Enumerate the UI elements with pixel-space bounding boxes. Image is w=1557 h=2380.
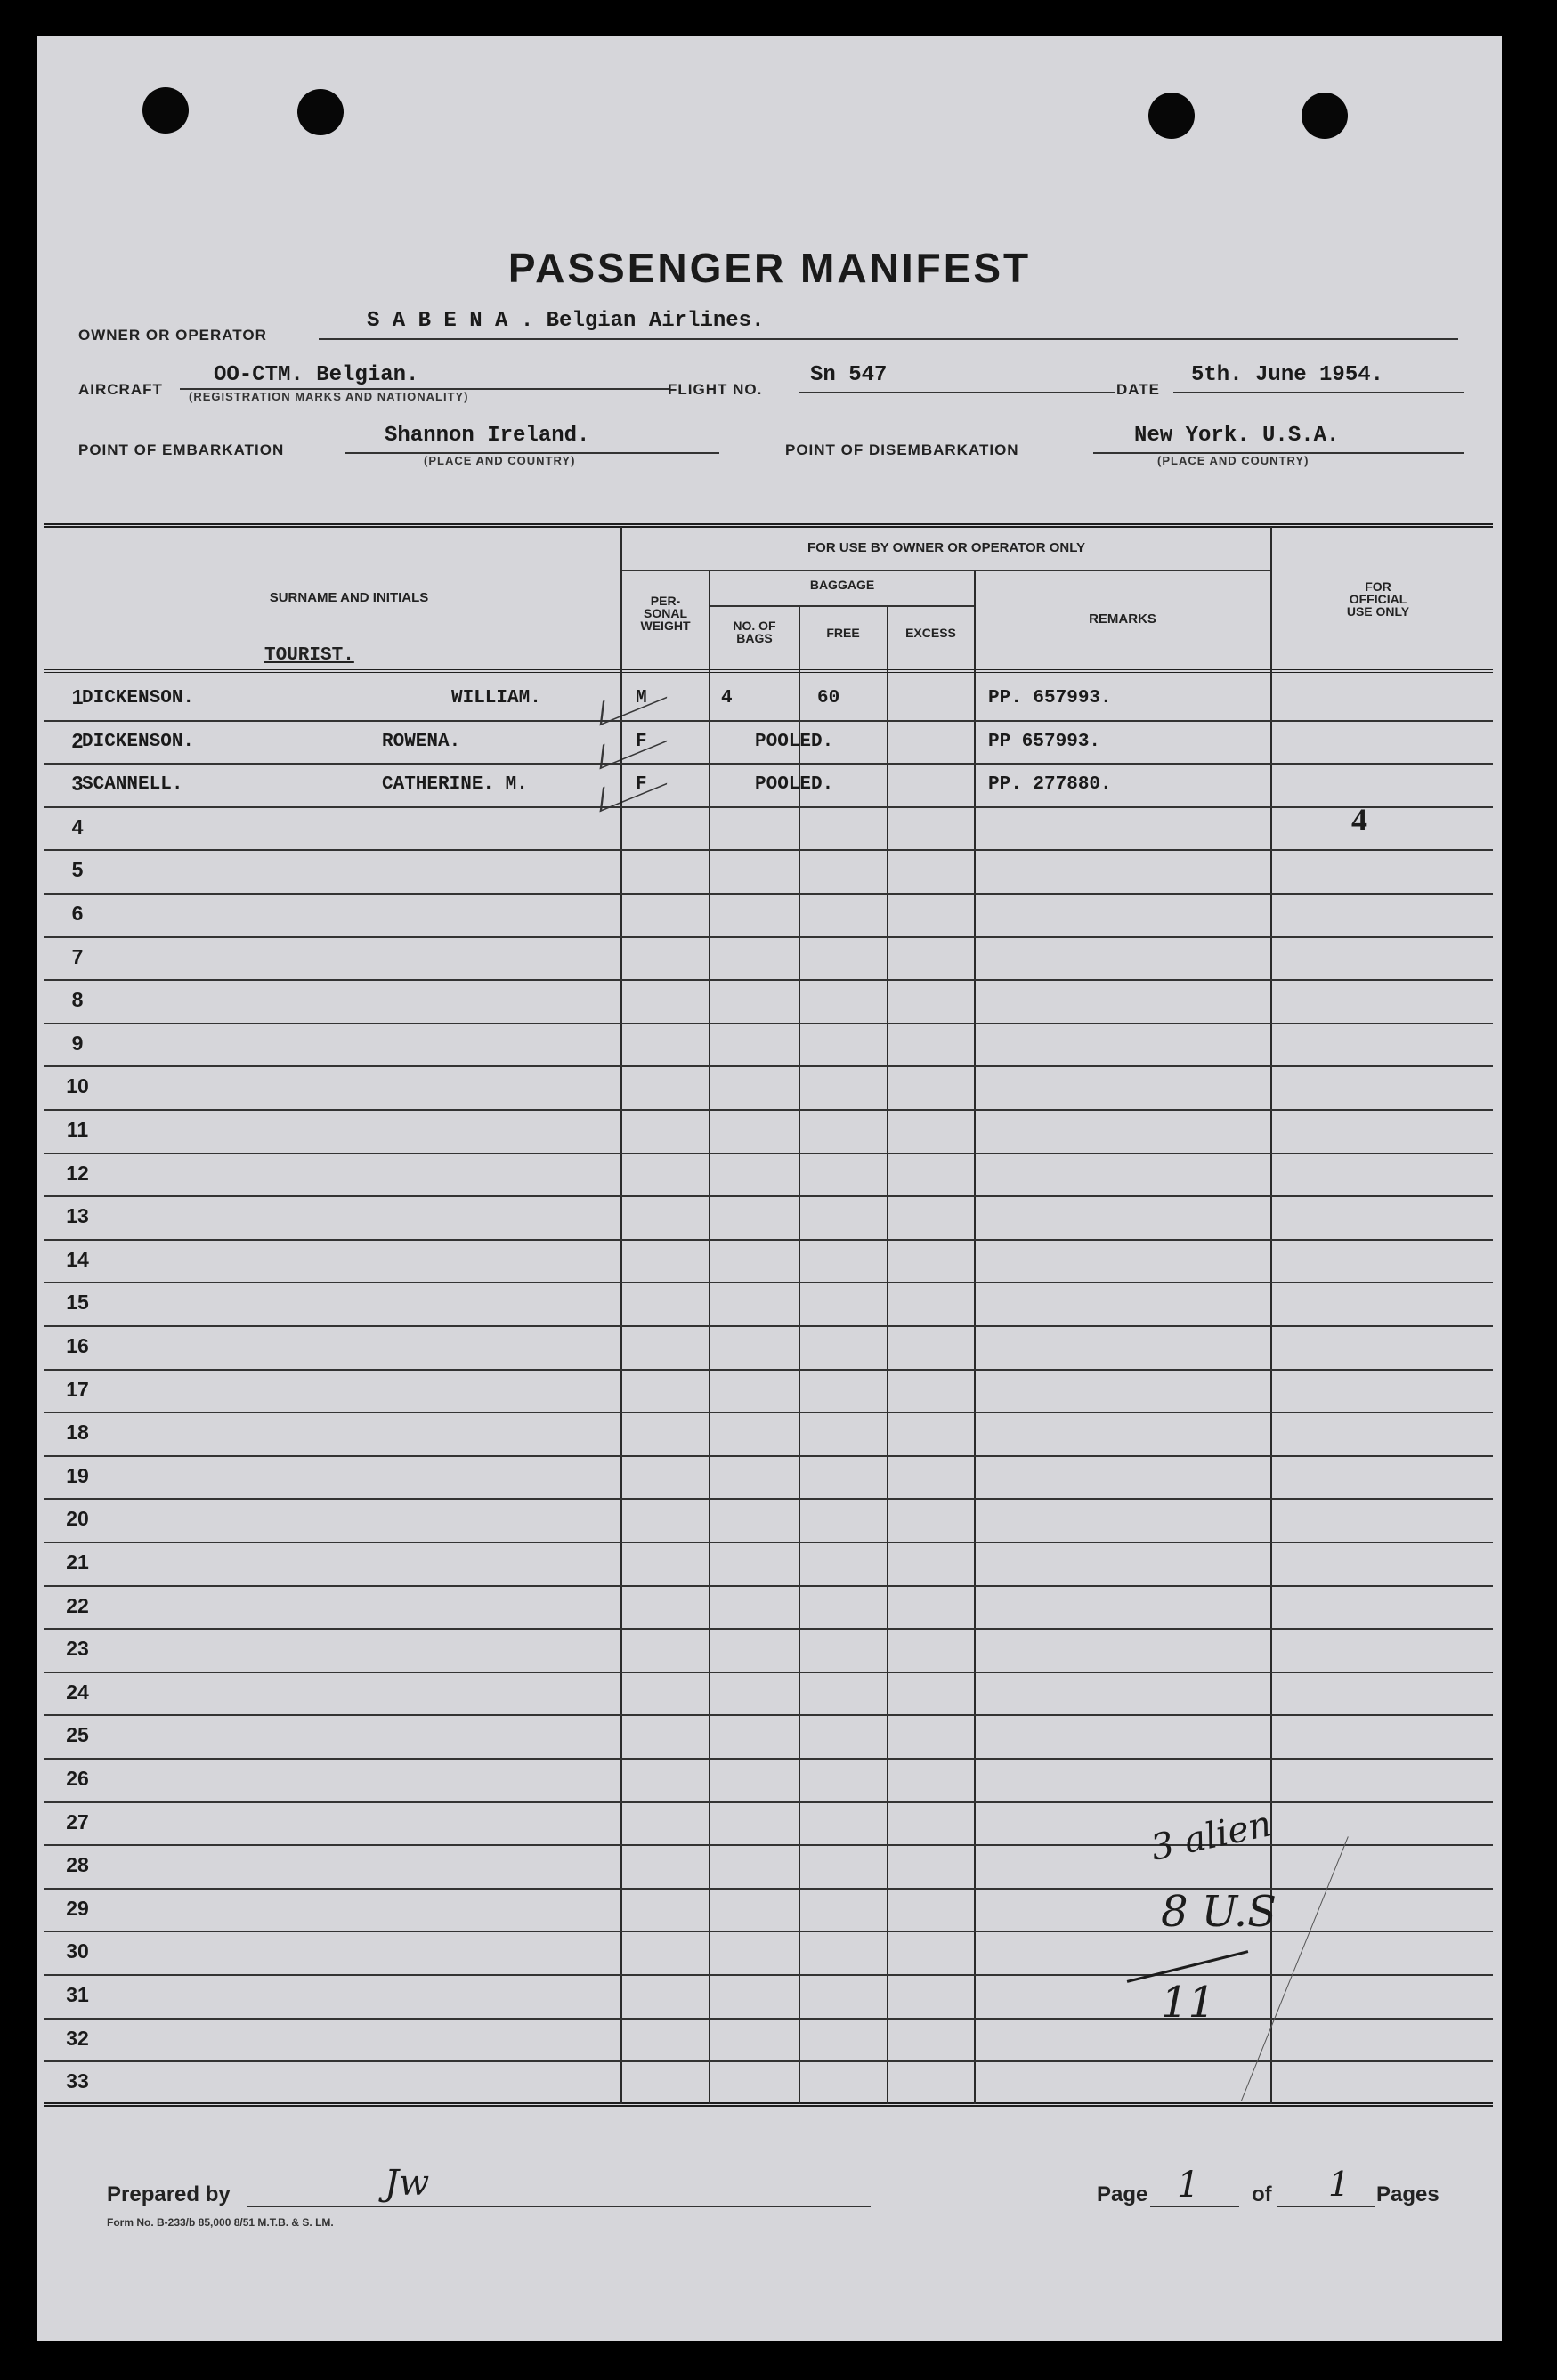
row-number: 9 [71,1031,84,1055]
bag-count: 4 [721,688,733,708]
row-number: 18 [66,1421,89,1445]
row-rule [44,1109,1493,1111]
aircraft-sub: (REGISTRATION MARKS AND NATIONALITY) [189,390,469,403]
row-number: 28 [66,1853,89,1877]
row-rule [44,1542,1493,1543]
passenger-sex: F [636,774,647,796]
surname-header: SURNAME AND INITIALS [269,590,429,605]
us-tally: 8 U.S [1161,1887,1277,1937]
date-label: DATE [1116,381,1161,398]
row-rule [44,849,1493,851]
total-tally: 11 [1161,1978,1216,2028]
row-number: 21 [66,1550,89,1574]
row-rule [44,1758,1493,1760]
row-rule [44,1585,1493,1587]
aircraft-label: AIRCRAFT [78,381,163,398]
check-mark [600,674,670,726]
row-number: 15 [66,1291,89,1315]
page-label: Page [1097,2182,1148,2206]
passenger-sex: M [636,688,647,708]
punch-hole [142,87,189,134]
row-number: 26 [66,1767,89,1790]
baggage-header: BAGGAGE [809,578,875,592]
flight-label: FLIGHT NO. [668,381,763,398]
row-rule [44,979,1493,981]
manifest-sheet [37,36,1502,2341]
row-rule [44,1628,1493,1630]
disembark-label: POINT OF DISEMBARKATION [785,441,1019,458]
date-value: 5th. June 1954. [1191,363,1384,387]
check-mark [600,716,670,769]
row-rule [44,1844,1493,1846]
of-underline [1277,2206,1375,2207]
punch-hole [1148,93,1195,139]
prepared-underline [247,2206,871,2207]
punch-hole [297,89,344,135]
baggage-pooled: POOLED. [755,774,834,796]
row-number: 17 [66,1377,89,1401]
passenger-remarks: PP. 277880. [988,774,1112,796]
disembark-value: New York. U.S.A. [1134,424,1340,448]
row-rule [44,1672,1493,1673]
row-number: 19 [66,1463,89,1487]
row-rule [44,1239,1493,1241]
bags-header: NO. OF BAGS [733,619,776,645]
disembark-sub: (PLACE AND COUNTRY) [1157,454,1310,467]
row-number: 25 [66,1723,89,1747]
flight-value: Sn 547 [810,363,888,387]
row-number: 12 [66,1161,89,1185]
passenger-sex: F [636,731,647,752]
column-divider [709,571,710,2104]
row-number: 16 [66,1334,89,1357]
column-divider [974,571,976,2104]
row-number: 30 [66,1939,89,1963]
embark-label: POINT OF EMBARKATION [78,441,285,458]
table-header-border [44,669,1493,673]
prepared-label: Prepared by [107,2182,231,2206]
row-number: 31 [66,1983,89,2006]
row-rule [44,1023,1493,1024]
row-number: 14 [66,1247,89,1271]
row-rule [44,806,1493,808]
free-baggage: 60 [817,688,840,708]
row-number: 33 [66,2069,89,2093]
passenger-remarks: PP 657993. [988,731,1101,752]
row-rule [44,893,1493,895]
row-number: 23 [66,1637,89,1661]
row-number: 20 [66,1507,89,1531]
row-number: 29 [66,1896,89,1920]
excess-header: EXCESS [905,626,956,640]
row-rule [44,1195,1493,1197]
page-underline [1150,2206,1239,2207]
free-header: FREE [826,626,860,640]
form-number: Form No. B-233/b 85,000 8/51 M.T.B. & S. LM. [107,2216,334,2229]
row-number: 32 [66,2026,89,2050]
of-label: of [1252,2182,1272,2206]
passenger-remarks: PP. 657993. [988,688,1112,708]
row-number: 6 [71,902,84,925]
punch-hole [1302,93,1348,139]
baggage-header-underline [710,605,974,607]
row-number: 24 [66,1680,89,1704]
passenger-surname: DICKENSON. [82,731,195,752]
baggage-pooled: POOLED. [755,731,834,752]
row-rule [44,1455,1493,1457]
passenger-given-name: WILLIAM. [451,688,541,708]
row-rule [44,1282,1493,1283]
column-divider [799,605,800,2104]
weight-header: PER- SONAL WEIGHT [640,594,691,633]
row-rule [44,1369,1493,1371]
row-rule [44,2018,1493,2020]
passenger-surname: SCANNELL. [82,774,183,796]
row-rule [44,720,1493,722]
alien-tally: 3 alien [1147,1803,1276,1869]
row-number: 2 [71,728,84,752]
remarks-header: REMARKS [1089,611,1156,627]
pages-label: Pages [1376,2182,1439,2206]
row-number: 5 [71,858,84,882]
table-bottom-border [44,2102,1493,2107]
row-number: 11 [66,1118,89,1141]
table-top-border [44,523,1493,528]
row-number: 13 [66,1204,89,1228]
row-rule [44,763,1493,765]
page-title: PASSENGER MANIFEST [507,245,1032,291]
column-divider [887,605,888,2104]
row-number: 10 [66,1074,89,1098]
row-rule [44,1412,1493,1413]
row-rule [44,1801,1493,1803]
row-number: 27 [66,1809,89,1834]
row-rule [44,2060,1493,2062]
page-total: 1 [1328,2165,1350,2204]
check-mark [600,760,670,813]
row-rule [44,1325,1493,1327]
aircraft-value: OO-CTM. Belgian. [214,363,419,387]
preparer-initials: Jw [385,2163,430,2204]
passenger-given-name: CATHERINE. M. [382,774,528,796]
owner-label: OWNER OR OPERATOR [78,327,267,344]
row-number: 22 [66,1593,89,1617]
official-header: FOR OFFICIAL USE ONLY [1346,579,1410,619]
passenger-surname: DICKENSON. [82,688,195,708]
official-count: 4 [1351,802,1367,838]
passenger-given-name: ROWENA. [382,731,461,752]
row-number: 1 [71,685,84,708]
row-rule [44,1974,1493,1976]
row-rule [44,1498,1493,1500]
row-rule [44,936,1493,938]
owner-value: S A B E N A . Belgian Airlines. [367,309,765,333]
embark-value: Shannon Ireland. [385,424,590,448]
operator-header: FOR USE BY OWNER OR OPERATOR ONLY [807,540,1085,555]
row-rule [44,1153,1493,1154]
row-number: 4 [71,814,84,838]
page-number: 1 [1177,2165,1200,2206]
flight-underline [799,392,1115,393]
embark-sub: (PLACE AND COUNTRY) [424,454,576,467]
date-underline [1173,392,1464,393]
row-number: 8 [71,988,84,1012]
row-number: 7 [71,944,84,968]
owner-underline [319,338,1458,340]
row-rule [44,1065,1493,1067]
operator-header-underline [622,570,1270,571]
row-number: 3 [71,772,84,796]
row-rule [44,1714,1493,1716]
class-label: TOURIST. [264,645,354,666]
